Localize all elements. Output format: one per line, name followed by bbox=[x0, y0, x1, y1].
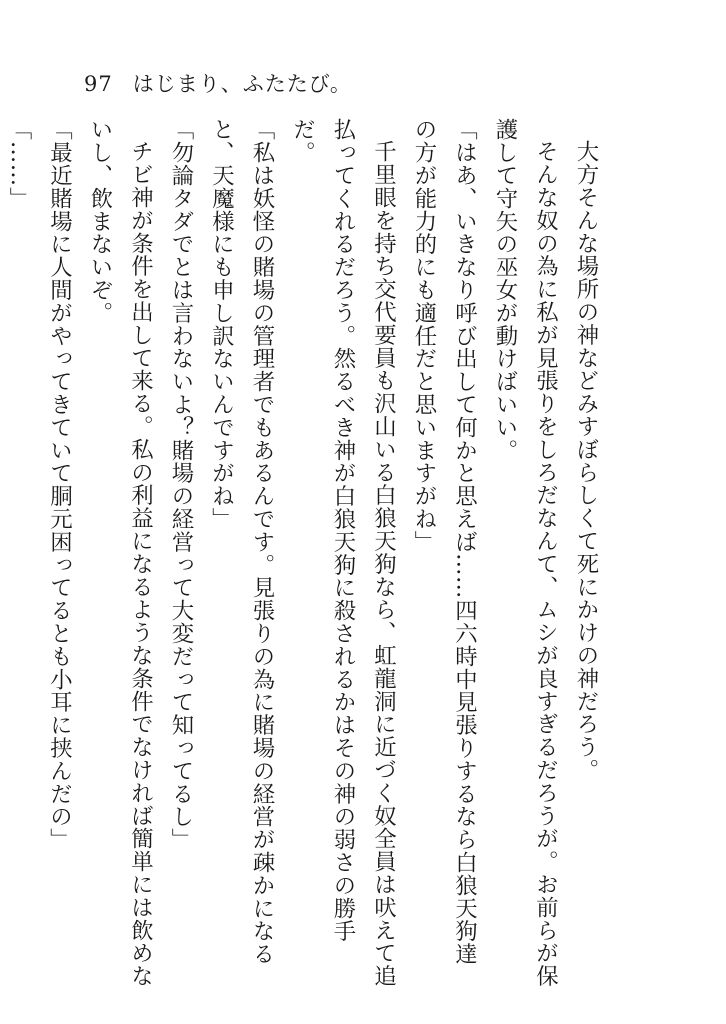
paragraph: チビ神が条件を出して来る。私の利益になるような条件でなければ簡単には飲めないし、飲まないぞ。 bbox=[87, 118, 154, 988]
page-number: 97 bbox=[84, 72, 113, 96]
dialog-paragraph: 「……」 bbox=[6, 118, 32, 210]
dialog-paragraph: 「最近賭場に人間がやってきていて胴元困ってるとも小耳に挟んだの」 bbox=[46, 118, 73, 851]
dialog-paragraph: 「はあ、いきなり呼び出して何かと思えば……四六時中見張りするなら白狼天狗達の方が能力的にも適任だと思いますがね」 bbox=[411, 118, 478, 966]
paragraph: 千里眼を持ち交代要員も沢山いる白狼天狗なら、虹龍洞に近づく奴全員は吠えて追払ってくれるだろう。然るべき神が白狼天狗に殺されるかはその神の弱さの勝手だ。 bbox=[289, 118, 397, 988]
page-header bbox=[84, 68, 352, 98]
chapter-title: はじまり、ふたたび。 bbox=[132, 72, 352, 96]
dialog-paragraph: 「勿論タダでとは言わないよ？賭場の経営って大変だって知ってるし」 bbox=[168, 118, 194, 851]
vertical-body-text bbox=[6, 118, 606, 988]
paragraph: 大方そんな場所の神などみすぼらしくて死にかけの神だろう。 bbox=[573, 140, 599, 782]
paragraph: そんな奴の為に私が見張りをしろだなんて、ムシが良すぎるだろうが。お前らが保護して守矢の巫女が動けばいい。 bbox=[492, 118, 559, 988]
dialog-paragraph: 「私は妖怪の賭場の管理者でもあるんです。見張りの為に賭場の経営が疎かになると、天魔様にも申し訳ないんですがね」 bbox=[208, 118, 275, 966]
